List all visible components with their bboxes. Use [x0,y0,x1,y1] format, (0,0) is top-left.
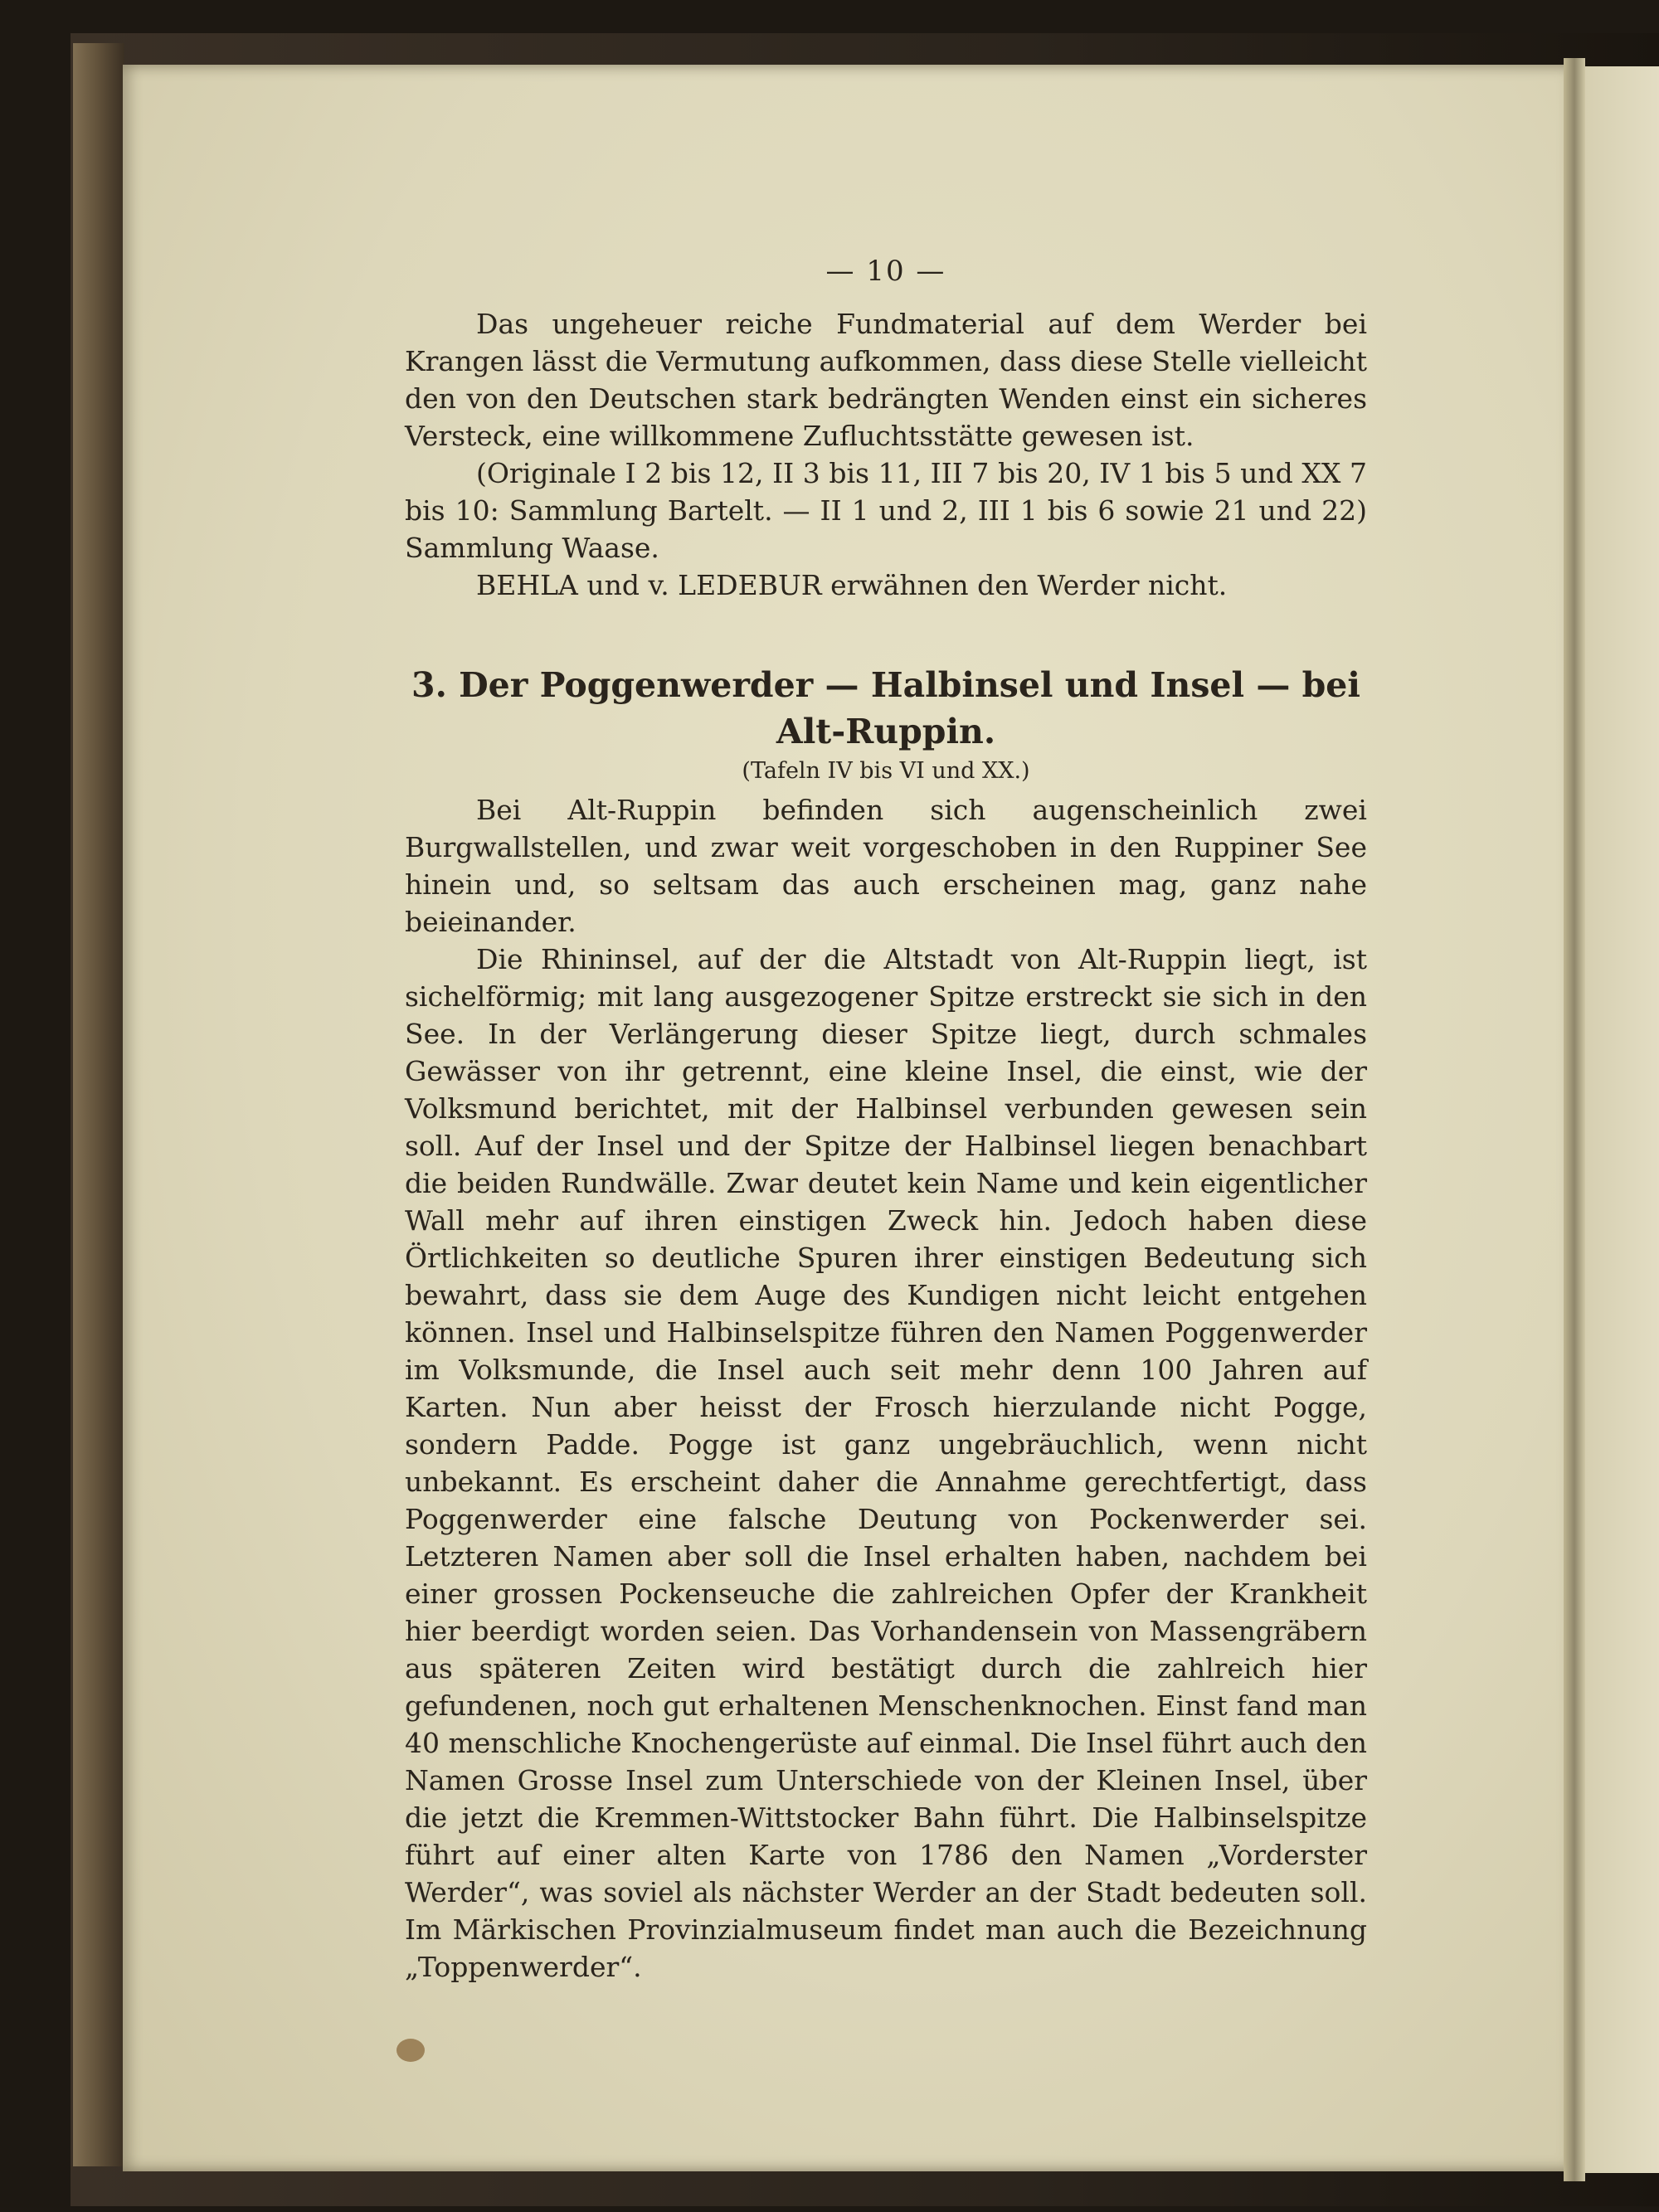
page-text [405,253,1367,1986]
paragraph: Die Rhininsel, auf der die Altstadt von Alt-Ruppin liegt, ist sichelförmig; mit lang ausgezogener Spitze erstreckt sie sich in den See. In der Verlängerung dieser Spitze liegt, durch schmales Gewässer von ihr getrennt, eine kleine Insel, die einst, wie der Volksmund berichtet, mit der Halbinsel verbunden gewesen sein soll. Auf der Insel und der Spitze der Halbinsel liegen benachbart die beiden Rundwälle. Zwar deutet kein Name und kein eigentlicher Wall mehr auf ihren einstigen Zweck hin. Jedoch haben diese Örtlichkeiten so deutliche Spuren ihrer einstigen Bedeutung sich bewahrt, dass sie dem Auge des Kundigen nicht leicht entgehen können. Insel und Halbinselspitze führen den Namen Poggenwerder im Volksmunde, die Insel auch seit mehr denn 100 Jahren auf Karten. Nun aber heisst der Frosch hierzulande nicht Pogge, sondern Padde. Pogge ist ganz ungebräuchlich, wenn nicht unbekannt. Es erscheint daher die Annahme gerechtfertigt, dass Poggenwerder eine falsche Deutung von Pockenwerder sei. Letzteren Namen aber soll die Insel erhalten haben, nachdem bei einer grossen Pockenseuche die zahlreichen Opfer der Krankheit hier beerdigt worden seien. Das Vorhandensein von Massengräbern aus späteren Zeiten wird bestätigt durch die zahlreich hier gefundenen, noch gut erhaltenen Menschenknochen. Einst fand man 40 menschliche Knochengerüste auf einmal. Die Insel führt auch den Namen Grosse Insel zum Unterschiede von der Kleinen Insel, über die jetzt die Kremmen-Wittstocker Bahn führt. Die Halbinselspitze führt auf einer alten Karte von 1786 den Namen „Vorderster Werder“, was soviel als nächster Werder an der Stadt bedeuten soll. Im Märkischen Provinzialmuseum findet man auch die Bezeichnung „Toppenwerder“. [405,943,1367,1983]
paragraph: Das ungeheuer reiche Fundmaterial auf dem Werder bei Krangen lässt die Vermutung aufkommen, dass diese Stelle vielleicht den von den Deutschen stark bedrängten Wenden einst ein sicheres Versteck, eine willkommene Zufluchtsstätte gewesen ist. [405,308,1367,452]
section-paragraphs [405,791,1367,1986]
paragraph: BEHLA und v. LEDEBUR erwähnen den Werder nicht. [476,569,1228,601]
page-gutter [1564,58,1585,2181]
section-heading: 3. Der Poggenwerder — Halbinsel und Insel — bei Alt-Ruppin. [411,665,1360,751]
spacer [405,604,1367,662]
ink-stain [397,2039,425,2062]
page-number: — 10 — [825,255,946,288]
section-subheading: (Tafeln IV bis VI und XX.) [742,758,1030,784]
next-page-edge [1585,66,1659,2173]
top-paragraphs [405,305,1367,604]
paragraph: Bei Alt-Ruppin befinden sich augenscheinlich zwei Burgwallstellen, und zwar weit vorgeschoben in den Ruppiner See hinein und, so seltsam das auch erscheinen mag, ganz nahe beieinander. [405,794,1367,938]
paragraph: (Originale I 2 bis 12, II 3 bis 11, III 7 bis 20, IV 1 bis 5 und XX 7 bis 10: Sammlung Bartelt. — II 1 und 2, III 1 bis 6 sowie 21 und 22) Sammlung Waase. [405,457,1367,564]
book-spine-cloth [73,43,124,2166]
